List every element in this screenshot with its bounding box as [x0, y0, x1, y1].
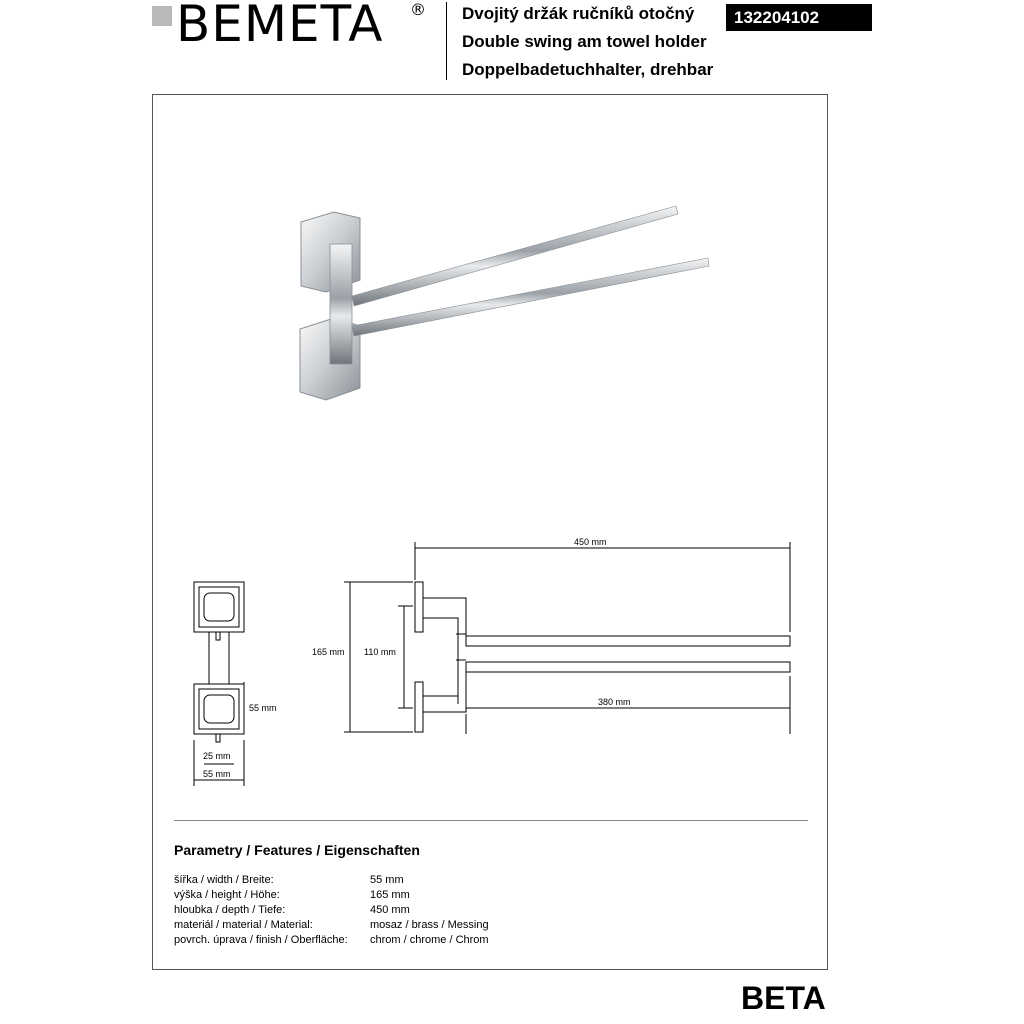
features-title: Parametry / Features / Eigenschaften [174, 842, 420, 858]
series-name: BETA [741, 980, 826, 1016]
feature-value: 55 mm [370, 874, 404, 886]
dim-plate-width: 55 mm [203, 769, 231, 779]
dim-total-length: 450 mm [574, 537, 607, 547]
feature-label: materiál / material / Material: [174, 919, 313, 931]
registered-mark: ® [410, 0, 426, 19]
product-photo [300, 206, 709, 400]
features-divider [174, 820, 808, 821]
feature-value: mosaz / brass / Messing [370, 919, 489, 931]
feature-label: hloubka / depth / Tiefe: [174, 904, 286, 916]
feature-value: 165 mm [370, 889, 410, 901]
dim-total-height: 165 mm [312, 647, 345, 657]
title-czech: Dvojitý držák ručníků otočný [462, 4, 695, 23]
feature-label: povrch. úprava / finish / Oberfläche: [174, 934, 348, 946]
brand-logo: BEMETA [176, 0, 384, 53]
dim-arm-length: 380 mm [598, 697, 631, 707]
title-german: Doppelbadetuchhalter, drehbar [462, 60, 714, 79]
feature-row [174, 918, 489, 933]
dim-inner-height: 110 mm [364, 647, 396, 657]
feature-label: šířka / width / Breite: [174, 874, 274, 886]
feature-row [174, 903, 489, 918]
side-view-drawing [344, 542, 790, 734]
feature-value: 450 mm [370, 904, 410, 916]
dim-plate-height: 55 mm [249, 703, 277, 713]
title-english: Double swing am towel holder [462, 32, 707, 51]
feature-label: výška / height / Höhe: [174, 889, 280, 901]
feature-value: chrom / chrome / Chrom [370, 934, 489, 946]
feature-row [174, 873, 489, 888]
feature-row [174, 888, 489, 903]
product-code: 132204102 [726, 4, 872, 31]
dim-post-width: 25 mm [203, 751, 231, 761]
features-table [174, 873, 489, 948]
feature-row [174, 933, 489, 948]
